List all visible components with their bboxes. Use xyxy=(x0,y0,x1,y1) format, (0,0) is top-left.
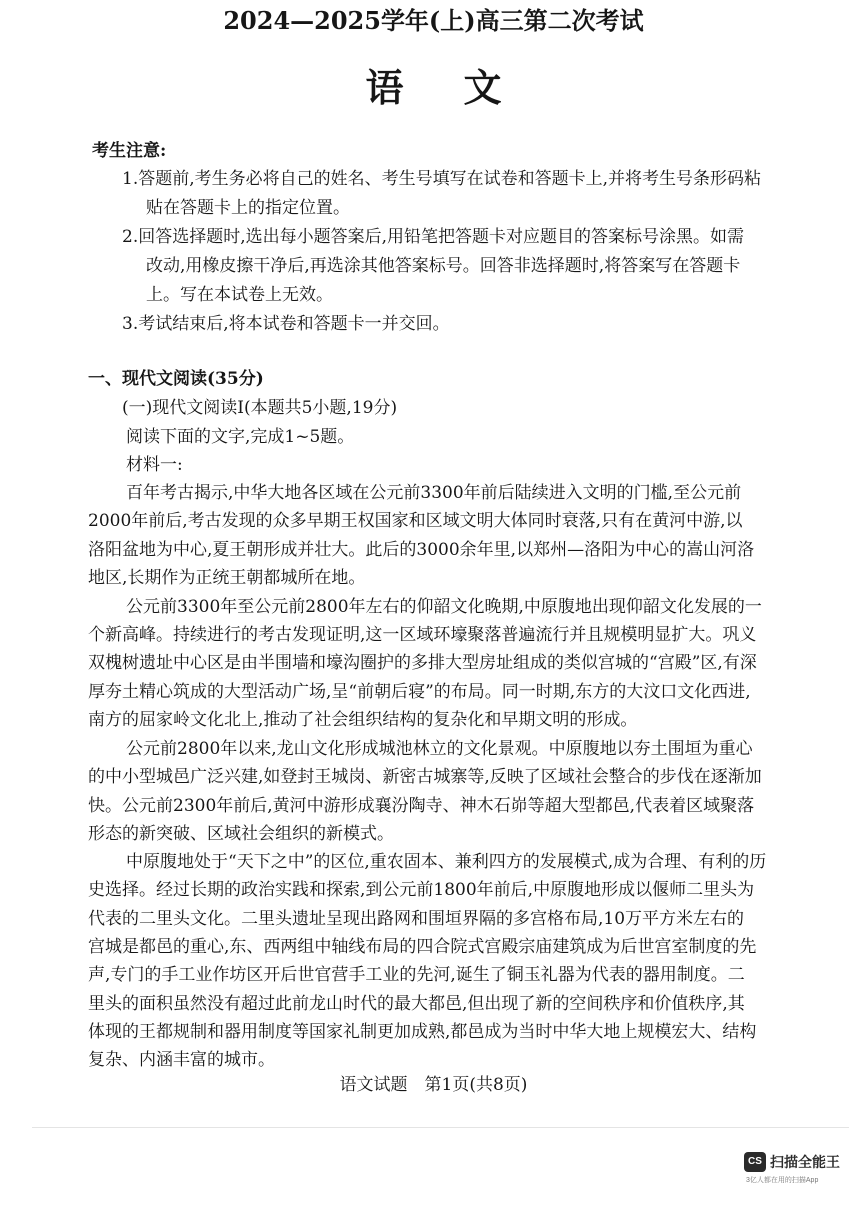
section-sub-heading: (一)现代文阅读Ⅰ(本题共5小题,19分) xyxy=(122,398,398,418)
passage-line: 中原腹地处于“天下之中”的区位,重农固本、兼利四方的发展模式,成为合理、有利的历 xyxy=(126,852,767,872)
camscanner-logo-icon: CS xyxy=(744,1152,766,1172)
passage-line: 里头的面积虽然没有超过此前龙山时代的最大都邑,但出现了新的空间秩序和价值秩序,其 xyxy=(88,994,745,1014)
passage-line: 洛阳盆地为中心,夏王朝形成并壮大。此后的3000余年里,以郑州—洛阳为中心的嵩山河洛 xyxy=(88,540,755,560)
passage-line: 复杂、内涵丰富的城市。 xyxy=(88,1050,275,1070)
passage-line: 个新高峰。持续进行的考古发现证明,这一区域环壕聚落普遍流行并且规模明显扩大。巩义 xyxy=(88,625,757,645)
passage-line: 南方的屈家岭文化北上,推动了社会组织结构的复杂化和早期文明的形成。 xyxy=(88,710,638,730)
passage-line: 地区,长期作为正统王朝都城所在地。 xyxy=(88,568,366,588)
passage-line: 2000年前后,考古发现的众多早期王权国家和区域文明大体同时衰落,只有在黄河中游,以 xyxy=(88,511,743,531)
notice-line: 3.考试结束后,将本试卷和答题卡一并交回。 xyxy=(122,314,450,334)
page-divider xyxy=(32,1127,849,1128)
passage-line: 的中小型城邑广泛兴建,如登封王城岗、新密古城寨等,反映了区域社会整合的步伐在逐渐加 xyxy=(88,767,762,787)
passage-line: 快。公元前2300年前后,黄河中游形成襄汾陶寺、神木石峁等超大型都邑,代表着区域聚落 xyxy=(88,796,755,816)
notice-line: 上。写在本试卷上无效。 xyxy=(146,285,333,305)
passage-line: 双槐树遗址中心区是由半围墙和壕沟圈护的多排大型房址组成的类似宫城的“宫殿”区,有深 xyxy=(88,653,757,673)
notice-line: 改动,用橡皮擦干净后,再选涂其他答案标号。回答非选择题时,将答案写在答题卡 xyxy=(146,256,741,276)
notice-line: 2.回答选择题时,选出每小题答案后,用铅笔把答题卡对应题目的答案标号涂黑。如需 xyxy=(122,227,745,247)
passage-line: 史选择。经过长期的政治实践和探索,到公元前1800年前后,中原腹地形成以偃师二里头为 xyxy=(88,880,755,900)
passage-line: 代表的二里头文化。二里头遗址呈现出路网和围垣界隔的多宫格布局,10万平方米左右的 xyxy=(88,909,745,929)
section-instruction: 阅读下面的文字,完成1~5题。 xyxy=(126,427,355,447)
passage-line: 百年考古揭示,中华大地各区域在公元前3300年前后陆续进入文明的门槛,至公元前 xyxy=(126,483,742,503)
passage-line: 厚夯土精心筑成的大型活动广场,呈“前朝后寝”的布局。同一时期,东方的大汶口文化西进, xyxy=(88,682,751,702)
passage-line: 公元前3300年至公元前2800年左右的仰韶文化晚期,中原腹地出现仰韶文化发展的一 xyxy=(126,597,762,617)
page-footer: 语文试题 第1页(共8页) xyxy=(339,1075,528,1095)
section-heading: 一、现代文阅读(35分) xyxy=(88,369,264,389)
passage-line: 公元前2800年以来,龙山文化形成城池林立的文化景观。中原腹地以夯土围垣为重心 xyxy=(126,739,753,759)
subject-title: 语文 xyxy=(365,65,562,110)
passage-line: 体现的王都规制和器用制度等国家礼制更加成熟,都邑成为当时中华大地上规模宏大、结构 xyxy=(88,1022,757,1042)
notice-heading: 考生注意: xyxy=(92,141,167,161)
notice-line: 贴在答题卡上的指定位置。 xyxy=(146,198,350,218)
material-label: 材料一: xyxy=(126,455,183,475)
exam-title: 2024—2025学年(上)高三第二次考试 xyxy=(223,6,644,35)
scanner-watermark xyxy=(744,1150,856,1190)
passage-line: 宫城是都邑的重心,东、西两组中轴线布局的四合院式宫殿宗庙建筑成为后世宫室制度的先 xyxy=(88,937,757,957)
watermark-app-name: 扫描全能王 xyxy=(770,1154,840,1170)
passage-line: 形态的新突破、区域社会组织的新模式。 xyxy=(88,824,394,844)
passage-line: 声,专门的手工业作坊区开后世官营手工业的先河,诞生了铜玉礼器为代表的器用制度。二 xyxy=(88,965,745,985)
notice-line: 1.答题前,考生务必将自己的姓名、考生号填写在试卷和答题卡上,并将考生号条形码粘 xyxy=(122,169,762,189)
watermark-slogan: 3亿人都在用的扫描App xyxy=(746,1177,819,1184)
